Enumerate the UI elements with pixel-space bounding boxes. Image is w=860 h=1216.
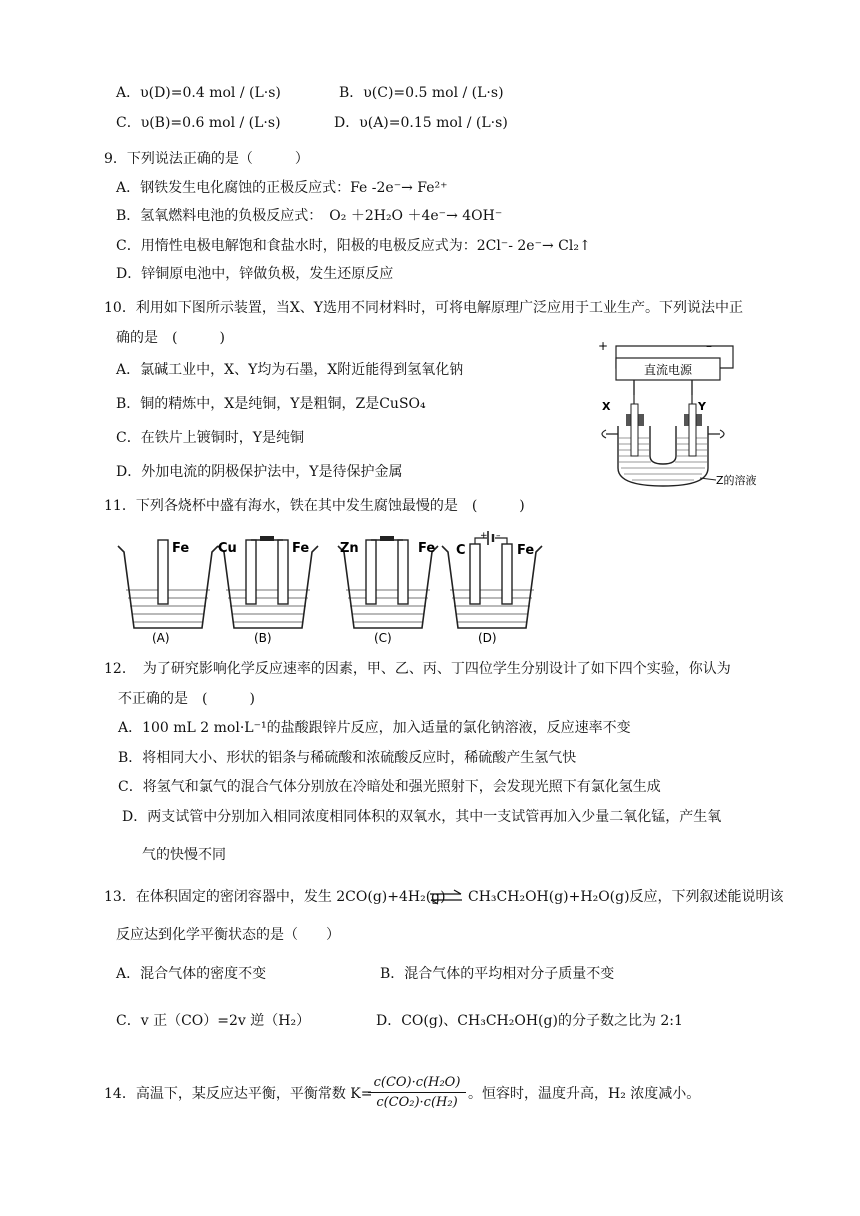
beaker-a-caption: (A) [152,631,170,645]
q10-stem-line1: 10．利用如下图所示装置，当X、Y选用不同材料时，可将电解原理广泛应用于工业生产。下列说法中正 [104,300,744,316]
q13-option-b: B．混合气体的平均相对分子质量不变 [380,966,615,982]
q14-stem-suffix: 。恒容时，温度升高，H₂ 浓度减小。 [468,1086,701,1102]
electrode-x [631,404,638,456]
beaker-c-right-label: Fe [418,541,436,556]
q9-option-d: D．锌铜原电池中，锌做负极，发生还原反应 [116,266,394,282]
q8-option-a: A．υ(D)=0.4 mol / (L·s) [116,85,281,101]
fraction-numerator: c(CO)·c(H₂O) [368,1074,466,1093]
q13-option-c: C．v 正（CO）=2v 逆（H₂） [116,1013,311,1029]
q13-option-a: A．混合气体的密度不变 [116,966,267,982]
beaker-c [338,536,438,645]
q12-stem-line1: 12． 为了研究影响化学反应速率的因素，甲、乙、丙、丁四位学生分别设计了如下四个实验，你认为 [104,661,731,677]
beaker-b [218,536,318,645]
electrode-y-label: Y [698,400,706,413]
equilibrium-arrow-icon [428,889,464,905]
beaker-b-right-label: Fe [292,541,310,556]
q12-option-b: B．将相同大小、形状的铝条与稀硫酸和浓硫酸反应时，稀硫酸产生氢气快 [118,750,577,766]
beakers-figure [112,530,552,646]
q10-option-c: C．在铁片上镀铜时，Y是纯铜 [116,430,304,446]
beaker-d-left-label: C [456,543,466,558]
electrode-x-label: X [602,400,611,413]
q9-option-a: A．钢铁发生电化腐蚀的正极反应式：Fe -2e⁻→ Fe²⁺ [116,180,448,196]
q10-option-a: A．氯碱工业中，X、Y均为石墨，X附近能得到氢氧化钠 [116,362,464,378]
q13-stem-part2: CH₃CH₂OH(g)+H₂O(g)反应，下列叙述能说明该 [468,889,784,905]
q9-option-b: B．氢氧燃料电池的负极反应式： O₂ ＋2H₂O ＋4e⁻→ 4OH⁻ [116,208,503,224]
beaker-d-caption: (D) [478,631,497,645]
q12-stem-line2: 不正确的是 ( ) [118,691,255,707]
plus-terminal-label: + [598,339,609,353]
beaker-b-caption: (B) [254,631,272,645]
electrode-y [689,404,696,456]
q9-option-c: C．用惰性电极电解饱和食盐水时，阳极的电极反应式为：2Cl⁻- 2e⁻→ Cl₂↑ [116,238,591,254]
q8-option-d: D．υ(A)=0.15 mol / (L·s) [334,115,508,131]
q11-stem: 11．下列各烧杯中盛有海水，铁在其中发生腐蚀最慢的是 ( ) [104,498,525,514]
electrolysis-apparatus-figure [588,338,778,490]
fraction-denominator: c(CO₂)·c(H₂) [376,1095,458,1110]
beaker-a [118,540,218,645]
q13-stem-part1: 13．在体积固定的密闭容器中，发生 2CO(g)+4H₂(g) [104,889,446,905]
minus-terminal-label: – [706,339,712,353]
q10-option-b: B．铜的精炼中，X是纯铜，Y是粗铜，Z是CuSO₄ [116,396,426,412]
equilibrium-constant-fraction [368,1074,466,1111]
battery-plus-sign: + [480,531,488,541]
q13-stem-line2: 反应达到化学平衡状态的是（ ） [116,927,340,943]
beaker-d-right-label: Fe [517,543,535,558]
q14-stem-prefix: 14．高温下，某反应达平衡，平衡常数 K= [104,1086,373,1102]
z-solution-label: Z的溶液 [716,474,757,487]
q8-option-b: B．υ(C)=0.5 mol / (L·s) [339,85,504,101]
q12-option-d-line2: 气的快慢不同 [142,847,226,863]
beaker-c-left-label: Zn [340,541,359,556]
beaker-b-left-label: Cu [218,541,237,556]
q8-option-c: C．υ(B)=0.6 mol / (L·s) [116,115,281,131]
beaker-a-right-label: Fe [172,541,190,556]
dc-power-supply-label: 直流电源 [643,363,693,377]
q13-option-d: D．CO(g)、CH₃CH₂OH(g)的分子数之比为 2:1 [376,1013,683,1029]
q12-option-d-line1: D．两支试管中分别加入相同浓度相同体积的双氧水，其中一支试管再加入少量二氧化锰，产生氧 [122,809,722,825]
q10-stem-line2: 确的是 ( ) [116,330,225,346]
q12-option-c: C．将氢气和氯气的混合气体分别放在冷暗处和强光照射下，会发现光照下有氯化氢生成 [118,779,661,795]
battery-minus-sign: – [496,531,501,541]
q9-stem: 9．下列说法正确的是（ ） [104,151,309,167]
beaker-c-caption: (C) [374,631,392,645]
beaker-d [442,531,542,645]
q10-option-d: D．外加电流的阴极保护法中，Y是待保护金属 [116,464,403,480]
q12-option-a: A．100 mL 2 mol·L⁻¹的盐酸跟锌片反应，加入适量的氯化钠溶液，反应速率不变 [118,720,631,736]
